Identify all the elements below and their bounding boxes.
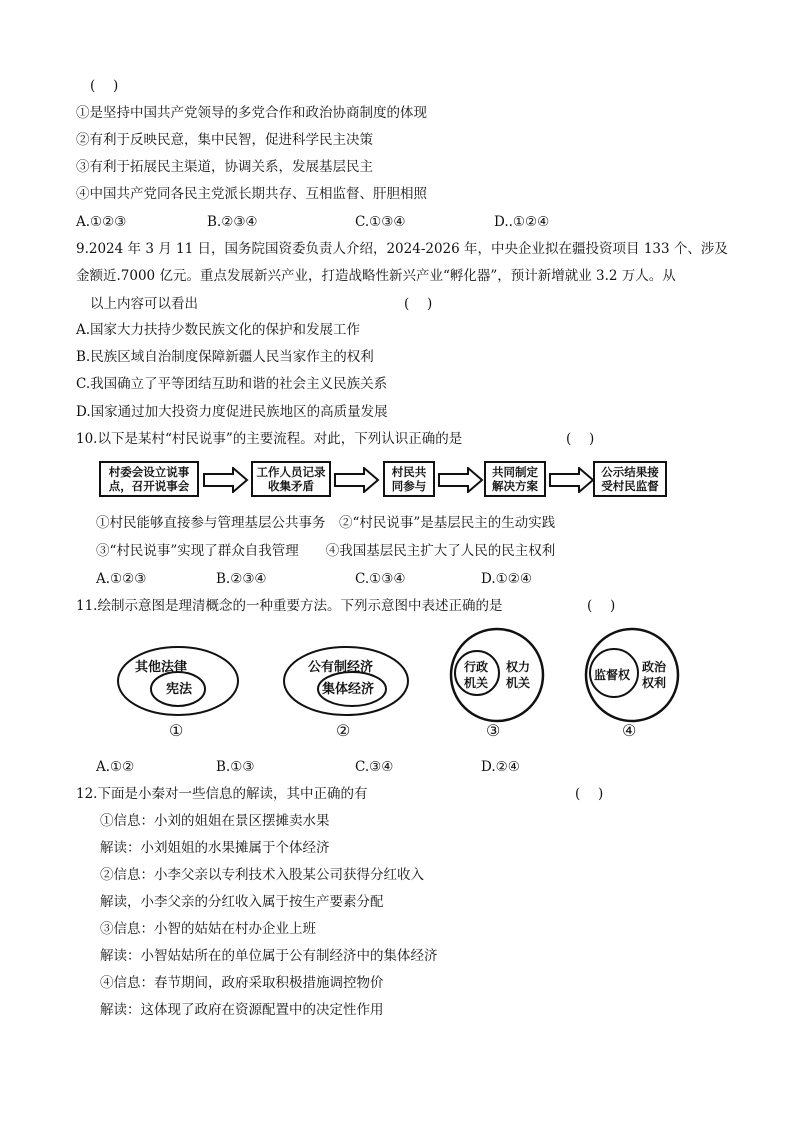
- q11-option-c: C.③④: [355, 759, 394, 775]
- q12-reading-1: 解读：小刘姐姐的水果摊属于个体经济: [100, 840, 330, 856]
- diagram-1-number: ①: [169, 721, 184, 740]
- q9-stem-line-2: 金额近.7000 亿元。重点发展新兴产业，打造战略性新兴产业“孵化器”，预计新增就业 3.2 万人。从: [76, 268, 676, 284]
- q9-option-c: C.我国确立了平等团结互助和谐的社会主义民族关系: [76, 376, 388, 392]
- q8-answer-bracket: ( ): [90, 78, 119, 94]
- diagram-4-outer-label: 政治权利: [641, 660, 666, 690]
- q8-statement-4: ④中国共产党同各民主党派长期共存、互相监督、肝胆相照: [76, 186, 427, 202]
- q10-answer-bracket: ( ): [566, 431, 595, 447]
- flow-arrow-2: [334, 467, 380, 493]
- q8-option-c: C.①③④: [355, 214, 406, 230]
- q11-option-d: D.②④: [481, 759, 520, 775]
- diagram-3-number: ③: [486, 721, 501, 740]
- flow-step-5: 公示结果接受村民监督: [593, 461, 667, 497]
- flow-step-1: 村委会设立说事点，召开说事会: [99, 461, 199, 497]
- flow-arrow-4: [549, 467, 595, 493]
- q12-reading-3: 解读：小智姑姑所在的单位属于公有制经济中的集体经济: [100, 948, 438, 964]
- q11-option-a: A.①②: [96, 759, 135, 775]
- q9-option-b: B.民族区域自治制度保障新疆人民当家作主的权利: [76, 349, 374, 365]
- q12-info-3: ③信息：小智的姑姑在村办企业上班: [100, 921, 316, 937]
- q9-option-d: D.国家通过加大投资力度促进民族地区的高质量发展: [76, 404, 388, 420]
- q10-statements-3-4: ③“村民说事”实现了群众自我管理 ④我国基层民主扩大了人民的民主权利: [96, 543, 556, 559]
- diagram-2-number: ②: [336, 721, 351, 740]
- diagram-2-inner-label: 集体经济: [322, 682, 375, 697]
- q12-stem: 12.下面是小秦对一些信息的解读，其中正确的有: [76, 786, 368, 802]
- flow-step-2: 工作人员记录收集矛盾: [251, 461, 331, 497]
- diagram-1-inner-label: 宪法: [166, 682, 193, 697]
- q8-statement-2: ②有利于反映民意，集中民智，促进科学民主决策: [76, 132, 373, 148]
- diagram-4-number: ④: [622, 721, 637, 740]
- q8-statement-3: ③有利于拓展民主渠道，协调关系，发展基层民主: [76, 159, 373, 175]
- diagram-3-outer-label: 权力机关: [505, 660, 530, 690]
- q12-info-4: ④信息：春节期间，政府采取积极措施调控物价: [100, 975, 384, 991]
- q8-option-d: D..①②④: [494, 214, 550, 230]
- flow-step-4: 共同制定解决方案: [484, 461, 546, 497]
- diagram-2-outer-label: 公有制经济: [308, 660, 374, 675]
- flow-step-3: 村民共同参与: [383, 461, 435, 497]
- q12-info-2: ②信息：小李父亲以专利技术入股某公司获得分红收入: [100, 867, 424, 883]
- q12-answer-bracket: ( ): [575, 786, 604, 802]
- q10-option-c: C.①③④: [355, 571, 406, 587]
- q9-stem-line-1: 9.2024 年 3 月 11 日，国务院国资委负责人介绍，2024-2026 年，中央企业拟在疆投资项目 133 个、涉及: [76, 241, 728, 257]
- diagram-3-inner-label: 行政机关: [463, 660, 488, 690]
- q9-stem-line-3: 以上内容可以看出: [90, 296, 198, 312]
- q10-option-d: D.①②④: [481, 571, 532, 587]
- q8-option-b: B.②③④: [207, 214, 258, 230]
- flow-arrow-1: [203, 467, 249, 493]
- q10-stem: 10.以下是某村“村民说事”的主要流程。对此，下列认识正确的是: [76, 431, 463, 447]
- q10-option-a: A.①②③: [96, 571, 147, 587]
- q12-info-1: ①信息：小刘的姐姐在景区摆摊卖水果: [100, 813, 330, 829]
- q12-reading-2: 解读，小李父亲的分红收入属于按生产要素分配: [100, 894, 384, 910]
- q11-option-b: B.①③: [216, 759, 255, 775]
- q9-option-a: A.国家大力扶持少数民族文化的保护和发展工作: [76, 322, 361, 338]
- q11-stem: 11.绘制示意图是理清概念的一种重要方法。下列示意图中表述正确的是: [76, 598, 503, 614]
- q10-option-b: B.②③④: [216, 571, 267, 587]
- q9-answer-bracket: ( ): [404, 296, 433, 312]
- q12-reading-4: 解读：这体现了政府在资源配置中的决定性作用: [100, 1002, 384, 1018]
- q8-option-a: A.①②③: [76, 214, 127, 230]
- q10-statements-1-2: ①村民能够直接参与管理基层公共事务 ②“村民说事”是基层民主的生动实践: [96, 515, 556, 531]
- q11-answer-bracket: ( ): [587, 598, 616, 614]
- flow-arrow-3: [438, 467, 484, 493]
- diagram-4-inner-label: 监督权: [594, 668, 631, 682]
- diagram-1-outer-label: 其他法律: [135, 660, 188, 675]
- q8-statement-1: ①是坚持中国共产党领导的多党合作和政治协商制度的体现: [76, 105, 427, 121]
